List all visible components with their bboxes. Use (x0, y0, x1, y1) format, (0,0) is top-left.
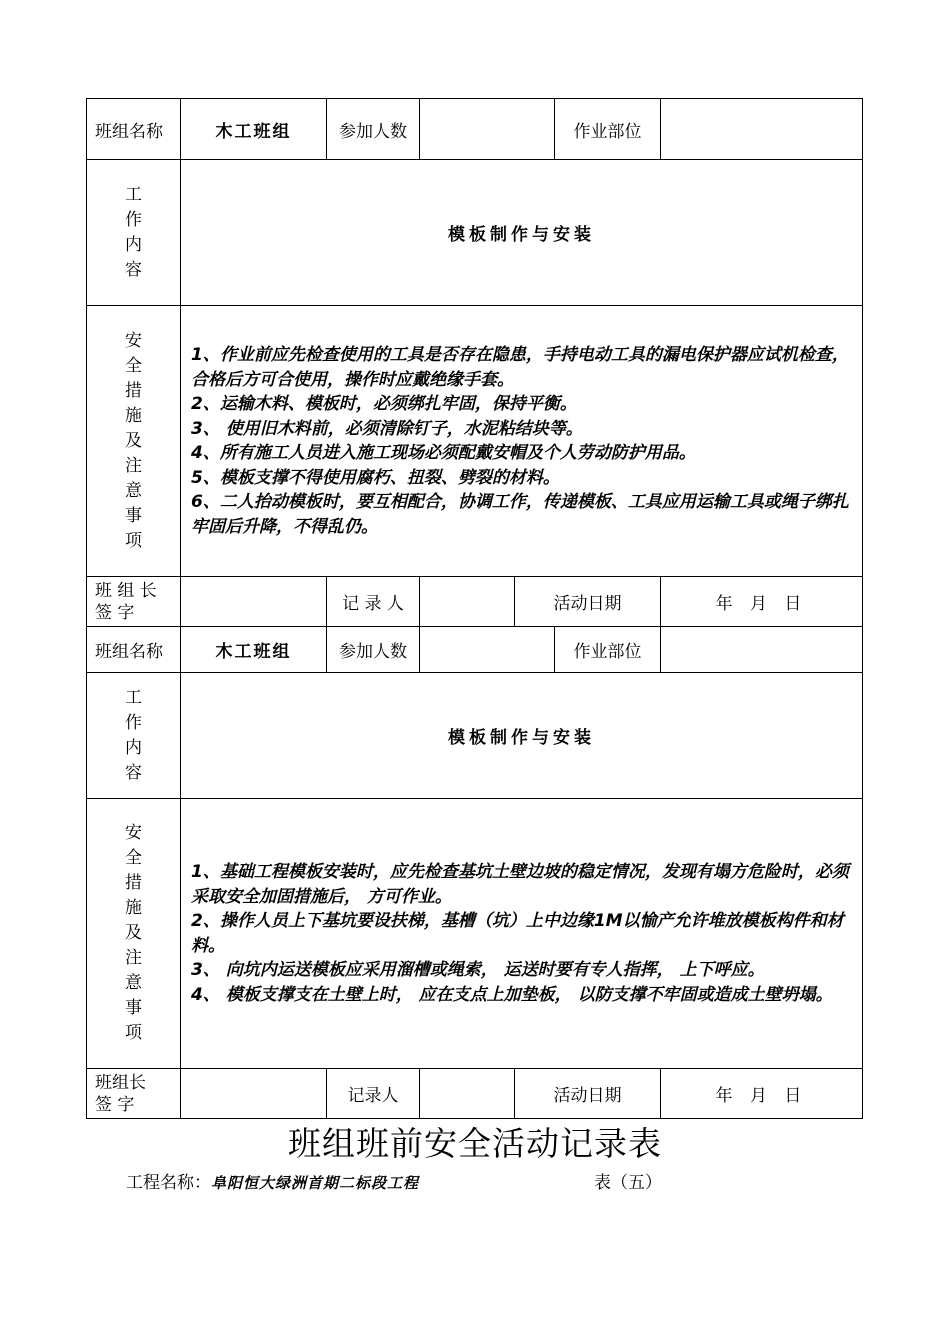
work-label-char: 工 (125, 184, 142, 205)
recorder-value (420, 577, 515, 627)
recorder-label: 记录人 (327, 1069, 420, 1119)
safety-item: 4、 模板支撑支在土壁上时， 应在支点上加垫板， 以防支撑不牢固或造成土壁坍塌。 (191, 984, 833, 1005)
safety-label-char: 项 (125, 1023, 142, 1043)
leader-sign-value (181, 577, 327, 627)
recorder-value (420, 1069, 515, 1119)
safety-label-char: 事 (125, 505, 142, 526)
work-label-char: 作 (125, 712, 142, 733)
participants-value (420, 627, 555, 673)
safety-measures (181, 306, 863, 577)
safety-item: 5、模板支撑不得使用腐朽、扭裂、劈裂的材料。 (191, 467, 560, 488)
work-label-char: 容 (125, 762, 142, 783)
safety-label-char: 及 (125, 923, 142, 943)
safety-label-char: 全 (125, 848, 142, 868)
team-label: 班组名称 (87, 99, 181, 160)
recorder-label: 记 录 人 (327, 577, 420, 627)
safety-label-char: 项 (125, 530, 142, 551)
leader-sign-label (87, 577, 181, 627)
team-label: 班组名称 (87, 627, 181, 673)
table-number: 表（五） (594, 1173, 662, 1193)
safety-item: 3、 向坑内运送模板应采用溜槽或绳索， 运送时要有专人指挥， 上下呼应。 (191, 960, 765, 980)
location-value (661, 627, 863, 673)
leader-sign-line: 签 字 (95, 602, 135, 623)
safety-label-char: 施 (125, 898, 142, 918)
safety-label-char: 安 (125, 330, 142, 351)
safety-label-char: 注 (125, 948, 142, 968)
team-name: 木工班组 (181, 627, 327, 673)
work-content-label (87, 673, 181, 799)
safety-item: 6、二人抬动模板时，要互相配合，协调工作，传递模板、工具应用运输工具或绳子绑扎牢固后升降，不得乱仍。 (191, 492, 849, 537)
work-label-char: 工 (125, 687, 142, 708)
safety-label-char: 及 (125, 430, 142, 451)
safety-label-char: 意 (125, 973, 142, 993)
leader-sign-line: 班组长 (95, 1072, 146, 1093)
leader-sign-line: 班 组 长 (95, 580, 157, 601)
date-value: 年 月 日 (661, 1069, 863, 1119)
participants-label: 参加人数 (327, 627, 420, 673)
record-table-1 (86, 98, 863, 627)
participants-value (420, 99, 555, 160)
safety-measures-label (87, 799, 181, 1069)
date-label: 活动日期 (515, 1069, 661, 1119)
safety-measures (181, 799, 863, 1069)
location-label: 作业部位 (555, 99, 661, 160)
record-table-2 (86, 626, 863, 1119)
leader-sign-line: 签 字 (95, 1094, 135, 1115)
safety-label-char: 全 (125, 355, 142, 376)
work-content-label (87, 160, 181, 306)
project-name: 阜阳恒大绿洲首期二标段工程 (211, 1174, 420, 1192)
work-label-char: 作 (125, 209, 142, 230)
safety-label-char: 施 (125, 405, 142, 426)
document-title: 班组班前安全活动记录表 (288, 1124, 662, 1163)
location-value (661, 99, 863, 160)
safety-item: 4、所有施工人员进入施工现场必须配戴安帽及个人劳动防护用品。 (191, 443, 696, 463)
work-label-char: 容 (125, 259, 142, 280)
safety-item: 3、 使用旧木料前，必须清除钉子，水泥粘结块等。 (191, 418, 583, 439)
leader-sign-value (181, 1069, 327, 1119)
project-label: 工程名称： (126, 1173, 211, 1193)
date-label: 活动日期 (515, 577, 661, 627)
safety-item: 1、基础工程模板安装时，应先检查基坑土壁边坡的稳定情况，发现有塌方危险时，必须采取安全加固措施后， 方可作业。 (191, 862, 849, 907)
safety-label-char: 措 (125, 380, 142, 401)
safety-item: 2、运输木料、模板时，必须绑扎牢固，保持平衡。 (191, 394, 577, 414)
safety-item: 1、作业前应先检查使用的工具是否存在隐患，手持电动工具的漏电保护器应试机检查，合格后方可合使用，操作时应戴绝缘手套。 (191, 345, 849, 390)
safety-measures-label (87, 306, 181, 577)
date-value: 年 月 日 (661, 577, 863, 627)
work-label-char: 内 (125, 234, 142, 255)
work-content: 模板制作与安装 (181, 160, 863, 306)
team-name: 木工班组 (181, 99, 327, 160)
safety-item: 2、操作人员上下基坑要设扶梯，基槽（坑）上中边缘1M以愉产允许堆放模板构件和材料。 (191, 911, 844, 956)
safety-label-char: 安 (125, 823, 142, 843)
location-label: 作业部位 (555, 627, 661, 673)
safety-label-char: 措 (125, 873, 142, 893)
work-content: 模板制作与安装 (181, 673, 863, 799)
safety-label-char: 注 (125, 455, 142, 476)
safety-label-char: 事 (125, 998, 142, 1018)
project-line (126, 1168, 419, 1193)
leader-sign-label (87, 1069, 181, 1119)
participants-label: 参加人数 (327, 99, 420, 160)
safety-label-char: 意 (125, 480, 142, 501)
work-label-char: 内 (125, 737, 142, 758)
